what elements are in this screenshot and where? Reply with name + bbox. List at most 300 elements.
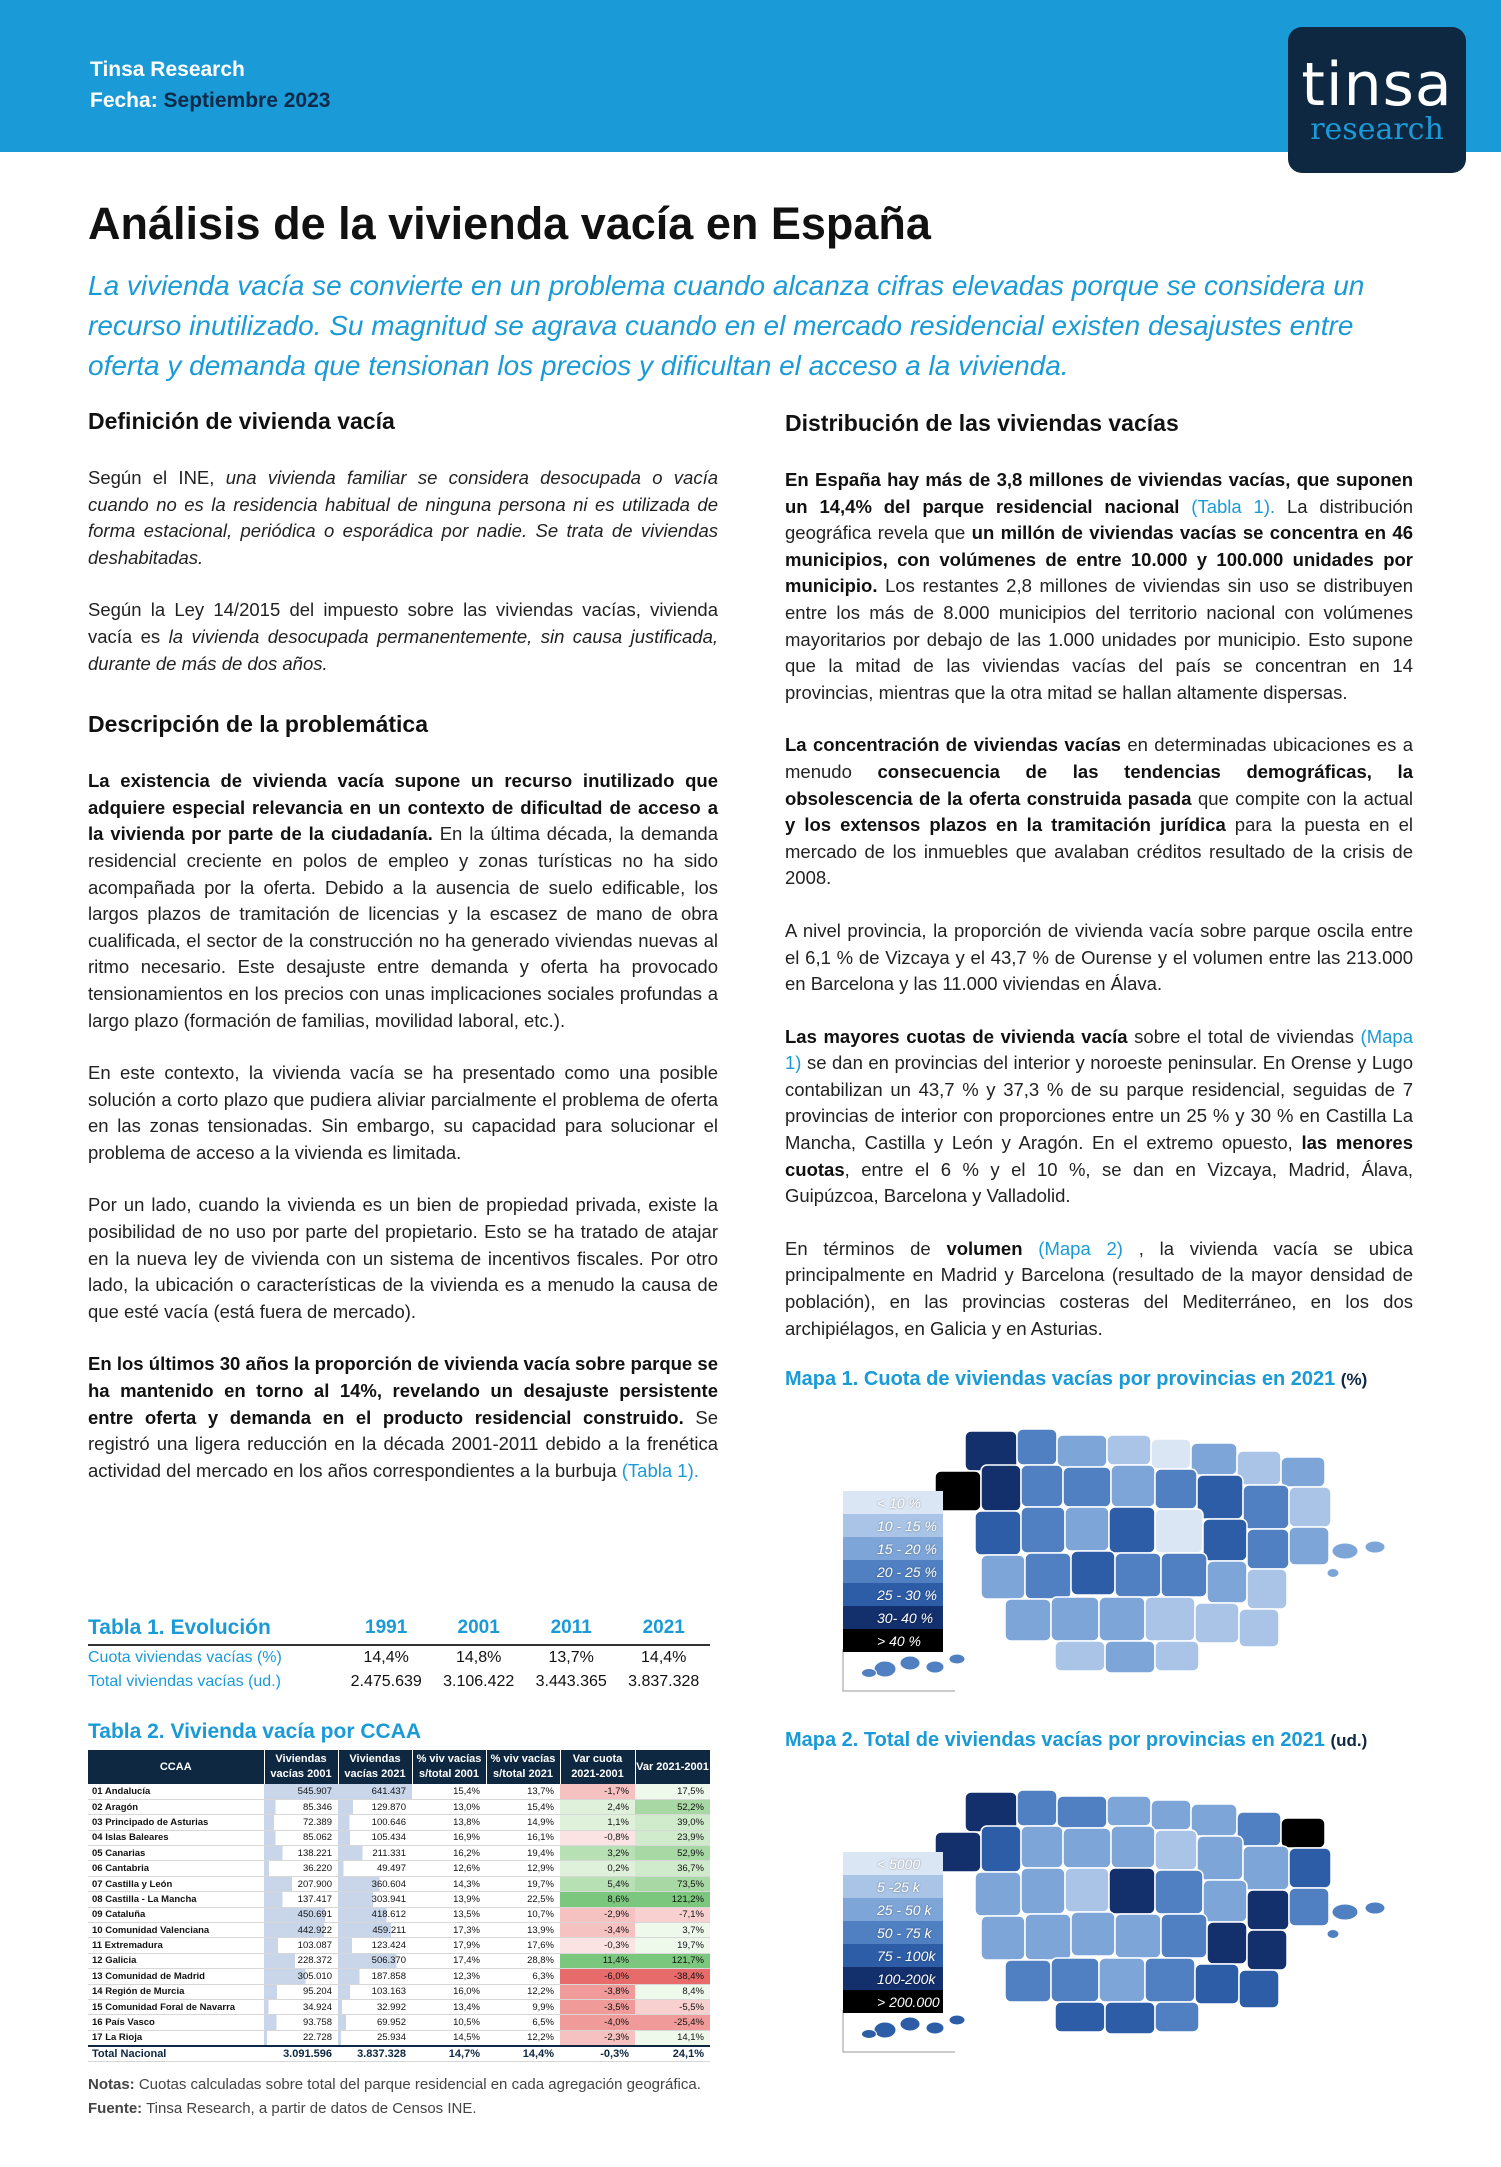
map2-title-text: Mapa 2. Total de viviendas vacías por provincias en 2021	[785, 1729, 1325, 1752]
province-shape	[981, 1555, 1025, 1599]
paragraph-distribucion-2	[785, 732, 1413, 892]
right-column	[785, 410, 1413, 2062]
table-cell: 545.907	[264, 1784, 338, 1799]
province-shape	[1021, 1826, 1063, 1868]
table-cell: 25.934	[338, 2030, 412, 2045]
total-cell: 14,7%	[412, 2046, 486, 2061]
province-shape	[1151, 1800, 1191, 1830]
legend-label: 5 -25 k	[877, 1878, 920, 1895]
ccaa-name: 14 Región de Murcia	[88, 1984, 264, 1999]
province-shape	[1155, 1509, 1203, 1553]
table-cell: 9,9%	[486, 1999, 560, 2014]
cell: 3.443.365	[535, 1673, 607, 1690]
table-cell: 15,4%	[486, 1799, 560, 1814]
province-shape	[1155, 1830, 1197, 1870]
source-text: Tinsa Research, a partir de datos de Censos INE.	[142, 2100, 477, 2117]
heading-problematica: Descripción de la problemática	[88, 711, 429, 738]
table-cell: 52,9%	[635, 1846, 710, 1861]
table1-year: 1991	[340, 1612, 433, 1645]
text-span: La distribución geográfica revela que	[785, 495, 1413, 544]
table-cell: 23,9%	[635, 1830, 710, 1845]
table-cell: 17,9%	[412, 1938, 486, 1953]
notes-line	[88, 2076, 701, 2093]
table-cell: 34.924	[264, 1999, 338, 2014]
ccaa-name: 11 Extremadura	[88, 1938, 264, 1953]
table-cell: 8,4%	[635, 1984, 710, 1999]
text-span: en determinadas ubicaciones es a menudo	[785, 734, 1413, 782]
province-shape	[1207, 1561, 1247, 1603]
table2-header: CCAA	[88, 1750, 264, 1784]
province-shape	[1203, 1880, 1247, 1922]
province-shape	[1195, 1603, 1239, 1643]
table-cell: -3,4%	[560, 1923, 635, 1938]
ccaa-name: 10 Comunidad Valenciana	[88, 1923, 264, 1938]
paragraph-distribucion-4	[785, 1024, 1413, 1210]
province-shape	[1109, 1868, 1155, 1914]
table-cell: 450.691	[264, 1907, 338, 1922]
table-cell: 103.087	[264, 1938, 338, 1953]
table-cell: 13,9%	[486, 1923, 560, 1938]
province-shape	[1207, 1922, 1247, 1964]
province-shape	[1017, 1790, 1057, 1826]
paragraph-ine	[88, 465, 718, 571]
table-row	[88, 1784, 710, 1799]
row-label: Total viviendas vacías (ud.)	[88, 1673, 281, 1690]
province-shape	[1243, 1485, 1289, 1529]
table-cell: 13,4%	[412, 1999, 486, 2014]
table-cell: 93.758	[264, 2015, 338, 2030]
table-row	[88, 1861, 710, 1876]
text-italic: la vivienda desocupada permanentemente, sin causa justificada, durante de más de dos años.	[88, 625, 718, 674]
legend-item	[843, 1967, 943, 1990]
table2-title: Tabla 2. Vivienda vacía por CCAA	[88, 1720, 422, 1743]
table-cell: 3,2%	[560, 1846, 635, 1861]
table-cell: 360.604	[338, 1876, 412, 1891]
table-cell: 10,5%	[412, 2015, 486, 2030]
province-shape	[1099, 1958, 1145, 2002]
legend-label: 50 - 75 k	[877, 1924, 932, 1941]
legend-item	[843, 1875, 943, 1898]
ccaa-name: 01 Andalucía	[88, 1784, 264, 1799]
table-cell: -3,5%	[560, 1999, 635, 2014]
table-cell: 17,4%	[412, 1953, 486, 1968]
total-cell: 3.837.328	[338, 2046, 412, 2061]
table-cell: 207.900	[264, 1876, 338, 1891]
province-shape	[1155, 1870, 1203, 1914]
province-shape	[1289, 1487, 1331, 1527]
province-shape	[1063, 1467, 1111, 1507]
legend-label: 30- 40 %	[877, 1609, 934, 1626]
table-row	[88, 1815, 710, 1830]
table2-header: Var 2021-2001	[635, 1750, 710, 1784]
table-cell: 85.346	[264, 1799, 338, 1814]
table-cell: 16,1%	[486, 1830, 560, 1845]
legend-item	[843, 1852, 943, 1875]
table-cell: 49.497	[338, 1861, 412, 1876]
province-shape	[1109, 1507, 1155, 1553]
table-cell: 6,5%	[486, 2015, 560, 2030]
table-cell: 36,7%	[635, 1861, 710, 1876]
ccaa-name: 06 Cantabria	[88, 1861, 264, 1876]
paragraph-problematica-2: En este contexto, la vivienda vacía se ha presentado como una posible solución a corto plazo que pudiera aliviar parcialmente el problema de oferta en las zonas tensionadas. Sin embargo, su capacidad para solucionar el problema de acceso a la vivienda es limitada.	[88, 1062, 718, 1163]
table-cell: 105.434	[338, 1830, 412, 1845]
text-italic: una vivienda familiar se considera desocupada o vacía cuando no es la residencia habitual de ninguna persona ni es utilizada de forma estacional, periódica o esporádica por nadie. Se trata de viviendas deshabitadas.	[88, 467, 718, 568]
text-span: Se registró una ligera reducción en la década 2001-2011 debido a la frenética actividad del mercado en los años correspondientes a la burbuja	[88, 1406, 718, 1481]
cell: 3.106.422	[443, 1673, 515, 1690]
table-cell: 16,9%	[412, 1830, 486, 1845]
island-shape	[1327, 1569, 1339, 1578]
province-shape	[1155, 1641, 1199, 1671]
header-bar	[0, 0, 1501, 152]
paragraph-distribucion-5	[785, 1236, 1413, 1342]
ccaa-name: 09 Cataluña	[88, 1907, 264, 1922]
ccaa-name: 07 Castilla y León	[88, 1876, 264, 1891]
text-span: , entre el 6 % y el 10 %, se dan en Vizcaya, Madrid, Álava, Guipúzcoa, Barcelona y Valladolid.	[785, 1158, 1413, 1207]
text-bold: las menores cuotas	[785, 1132, 1413, 1180]
island-shape	[1365, 1541, 1385, 1553]
table-cell: 506.370	[338, 1953, 412, 1968]
paragraph-problematica-4	[88, 1351, 718, 1484]
text-span: En términos de	[785, 1237, 947, 1259]
table-cell: 641.437	[338, 1784, 412, 1799]
page-title: Análisis de la vivienda vacía en España	[88, 198, 931, 249]
province-shape	[1055, 1641, 1105, 1671]
table-row	[88, 1938, 710, 1953]
org-name: Tinsa Research	[90, 58, 245, 81]
province-shape	[1099, 1597, 1145, 1641]
table-cell: 211.331	[338, 1846, 412, 1861]
table-cell: 14,1%	[635, 2030, 710, 2045]
table-cell: 16,0%	[412, 1984, 486, 1999]
province-shape	[1289, 1888, 1329, 1926]
province-shape	[1005, 1960, 1051, 2002]
table-cell: 36.220	[264, 1861, 338, 1876]
text-bold: En España hay más de 3,8 millones de viviendas vacías, que suponen un 14,4% del parque residencial nacional	[785, 469, 1413, 517]
table-cell: 16,2%	[412, 1846, 486, 1861]
paragraph-distribucion-1	[785, 467, 1413, 706]
table-cell: 17,5%	[635, 1784, 710, 1799]
legend-label: 10 - 15 %	[877, 1517, 937, 1534]
tinsa-logo	[1288, 27, 1466, 173]
link-mapa-1[interactable]: (Mapa 1)	[785, 1025, 1413, 1074]
map1-title	[785, 1368, 1413, 1391]
table-cell: 10,7%	[486, 1907, 560, 1922]
text-bold: Las mayores cuotas de vivienda vacía	[785, 1025, 1128, 1047]
province-shape	[1191, 1804, 1237, 1836]
province-shape	[1145, 1958, 1195, 2002]
text-bold: La existencia de vivienda vacía supone un recurso inutilizado que adquiere especial relevancia en un contexto de dificultad de acceso a la vivienda por parte de la ciudadanía.	[88, 770, 718, 845]
canary-island-shape	[926, 2022, 944, 2034]
table-cell: 138.221	[264, 1846, 338, 1861]
table-row	[88, 1923, 710, 1938]
total-cell: 3.091.596	[264, 2046, 338, 2061]
table-cell: 14,3%	[412, 1876, 486, 1891]
link-tabla-1[interactable]: (Tabla 1).	[621, 1459, 699, 1481]
province-shape	[1057, 1435, 1107, 1467]
province-shape	[1203, 1519, 1247, 1561]
notes-label: Notas:	[88, 2076, 135, 2093]
legend-item	[843, 1514, 943, 1537]
province-shape	[1191, 1443, 1237, 1475]
table-cell: 85.062	[264, 1830, 338, 1845]
canary-island-shape	[926, 1661, 944, 1673]
table-cell: 2,4%	[560, 1799, 635, 1814]
table-cell: 69.952	[338, 2015, 412, 2030]
table-cell: 121,7%	[635, 1953, 710, 1968]
province-shape	[1281, 1818, 1325, 1848]
text-bold: consecuencia de las tendencias demográficas, la obsolescencia de la oferta construida pasada	[785, 760, 1413, 809]
table-cell: 0,2%	[560, 1861, 635, 1876]
legend-item	[843, 1560, 943, 1583]
province-shape	[1239, 1970, 1279, 2008]
table-cell: 17,3%	[412, 1923, 486, 1938]
table2-header: % viv vacías s/total 2021	[486, 1750, 560, 1784]
text-bold: un millón de viviendas vacías se concentra en 46 municipios, con volúmenes de entre 10.000 y 100.000 unidades por municipio.	[785, 522, 1413, 597]
province-shape	[1107, 1435, 1151, 1465]
cell: 14,8%	[456, 1649, 502, 1666]
table-cell: 22,5%	[486, 1892, 560, 1907]
legend-label: 15 - 20 %	[877, 1540, 937, 1557]
province-shape	[1071, 1551, 1115, 1595]
province-shape	[1017, 1429, 1057, 1465]
date-label: Fecha:	[90, 89, 158, 112]
logo-wordmark: tinsa	[1301, 50, 1453, 120]
table-cell: 3,7%	[635, 1923, 710, 1938]
notes-text: Cuotas calculadas sobre total del parque residencial en cada agregación geográfica.	[134, 2076, 701, 2093]
legend-label: 25 - 30 %	[877, 1586, 937, 1603]
table-row	[88, 1799, 710, 1814]
province-shape	[981, 1826, 1021, 1872]
legend-item	[843, 1537, 943, 1560]
province-shape	[1051, 1958, 1099, 2002]
table-row	[88, 1846, 710, 1861]
legend-label: < 10 %	[877, 1494, 921, 1511]
island-shape	[1327, 1930, 1339, 1939]
ccaa-name: 17 La Rioja	[88, 2030, 264, 2045]
island-shape	[1332, 1904, 1358, 1920]
table-row	[88, 1984, 710, 1999]
province-shape	[975, 1872, 1021, 1916]
total-cell: 14,4%	[486, 2046, 560, 2061]
table-cell: 22.728	[264, 2030, 338, 2045]
table-cell: 129.870	[338, 1799, 412, 1814]
table-cell: 13,8%	[412, 1815, 486, 1830]
province-shape	[1111, 1465, 1155, 1507]
province-shape	[981, 1916, 1025, 1960]
province-shape	[1107, 1796, 1151, 1826]
legend-label: 20 - 25 %	[877, 1563, 937, 1580]
text-bold: La concentración de viviendas vacías	[785, 734, 1121, 756]
cell: 14,4%	[363, 1649, 409, 1666]
province-shape	[981, 1465, 1021, 1511]
canary-island-shape	[949, 2015, 965, 2025]
link-tabla-1[interactable]: (Tabla 1).	[1179, 495, 1276, 517]
province-shape	[1065, 1868, 1109, 1912]
cell: 13,7%	[548, 1649, 594, 1666]
canary-island-shape	[862, 1669, 877, 1678]
table-ccaa	[88, 1750, 710, 2062]
province-shape	[1005, 1599, 1051, 1641]
text-bold: volumen	[946, 1237, 1023, 1259]
table-row	[88, 1670, 710, 1694]
table-cell: -1,7%	[560, 1784, 635, 1799]
text-span: Los restantes 2,8 millones de viviendas sin uso se distribuyen entre los más de 8.000 municipios del territorio nacional con volúmenes mayoritarios por debajo de las 1.000 unidades por municipio. Esto supone que la mitad de las viviendas vacías del país se concentran en 14 provincias, mientras que la otra mitad se hallan altamente dispersas.	[785, 575, 1413, 703]
cell: 14,4%	[641, 1649, 687, 1666]
province-shape	[1105, 1641, 1155, 1673]
table-cell: -3,8%	[560, 1984, 635, 1999]
island-shape	[1332, 1543, 1358, 1559]
map2-unit: (ud.)	[1330, 1731, 1368, 1751]
island-shape	[1365, 1902, 1385, 1914]
province-shape	[1055, 2002, 1105, 2032]
province-shape	[1115, 1914, 1161, 1958]
heading-definicion: Definición de vivienda vacía	[88, 408, 395, 434]
legend-item	[843, 1944, 943, 1967]
legend-label: < 5000	[877, 1855, 921, 1872]
table-cell: 95.204	[264, 1984, 338, 1999]
table-cell: 39,0%	[635, 1815, 710, 1830]
province-shape	[1105, 2002, 1155, 2034]
map1-title-text: Mapa 1. Cuota de viviendas vacías por provincias en 2021	[785, 1368, 1336, 1391]
total-cell: 24,1%	[635, 2046, 710, 2061]
canary-island-shape	[874, 1661, 896, 1677]
table-cell: 12,3%	[412, 1969, 486, 1984]
heading-distribucion: Distribución de las viviendas vacías	[785, 410, 1179, 436]
text-span: sobre el total de viviendas	[1127, 1025, 1361, 1047]
table-cell: 12,9%	[486, 1861, 560, 1876]
table-row	[88, 1907, 710, 1922]
province-shape	[1195, 1964, 1239, 2004]
province-shape	[1155, 1469, 1197, 1509]
legend-item	[843, 1990, 943, 2013]
table-cell: 305.010	[264, 1969, 338, 1984]
legend-item	[843, 1629, 943, 1652]
table-cell: 17,6%	[486, 1938, 560, 1953]
province-shape	[1247, 1529, 1289, 1569]
legend-item	[843, 1898, 943, 1921]
table-row	[88, 1999, 710, 2014]
table-row	[88, 1892, 710, 1907]
table-cell: 187.858	[338, 1969, 412, 1984]
text-span: que compite con la actual	[1191, 787, 1413, 809]
legend-label: 100-200k	[877, 1970, 936, 1987]
table-cell: 15,4%	[412, 1784, 486, 1799]
province-shape	[975, 1511, 1021, 1555]
province-shape	[1247, 1890, 1289, 1930]
report-date	[90, 89, 330, 113]
table-cell: 14,5%	[412, 2030, 486, 2045]
table2-header: Viviendas vacías 2001	[264, 1750, 338, 1784]
legend-label: 75 - 100k	[877, 1947, 936, 1964]
total-cell: -0,3%	[560, 2046, 635, 2061]
table-cell: 123.424	[338, 1938, 412, 1953]
province-shape	[1051, 1597, 1099, 1641]
table-cell: -2,9%	[560, 1907, 635, 1922]
table-row	[88, 1830, 710, 1845]
table-cell: 19,7%	[486, 1876, 560, 1891]
table-cell: 13,5%	[412, 1907, 486, 1922]
province-shape	[1289, 1848, 1331, 1888]
source-line	[88, 2100, 477, 2117]
table-cell: -25,4%	[635, 2015, 710, 2030]
table-cell: 14,9%	[486, 1815, 560, 1830]
province-shape	[1057, 1796, 1107, 1828]
ccaa-name: 13 Comunidad de Madrid	[88, 1969, 264, 1984]
table-row	[88, 2030, 710, 2045]
table-cell: 19,7%	[635, 1938, 710, 1953]
text-span: En la última década, la demanda residencial creciente en polos de empleo y zonas turísticas no ha sido acompañada por la oferta. Debido a la ausencia de suelo edificable, los largos plazos de tramitación de licencias y la escasez de mano de obra cualificada, el sector de la construcción no ha generado viviendas nuevas al ritmo necesario. Este desajuste entre demanda y oferta ha provocado tensionamientos en los precios con unas implicaciones sociales profundas a largo plazo (formación de familias, movilidad laboral, etc.).	[88, 823, 719, 1031]
legend-item	[843, 1921, 943, 1944]
ccaa-name: 02 Aragón	[88, 1799, 264, 1814]
table-cell: 418.612	[338, 1907, 412, 1922]
paragraph-ley	[88, 597, 718, 677]
left-column	[88, 408, 718, 1510]
table-cell: 12,2%	[486, 1984, 560, 1999]
logo-subtitle: research	[1310, 112, 1444, 147]
table-cell: 1,1%	[560, 1815, 635, 1830]
table-row	[88, 1953, 710, 1968]
table-cell: 12,2%	[486, 2030, 560, 2045]
table-row	[88, 1645, 710, 1670]
canary-island-shape	[900, 1656, 920, 1670]
ccaa-name: 05 Canarias	[88, 1846, 264, 1861]
table-cell: -4,0%	[560, 2015, 635, 2030]
table-row	[88, 1876, 710, 1891]
link-mapa-2[interactable]: (Mapa 2)	[1022, 1237, 1139, 1259]
text-bold: y los extensos plazos en la tramitación jurídica	[785, 814, 1226, 836]
province-shape	[1161, 1553, 1207, 1597]
table1-year: 2021	[617, 1612, 710, 1645]
province-shape	[1197, 1475, 1243, 1519]
table-cell: 137.417	[264, 1892, 338, 1907]
legend-label: 25 - 50 k	[877, 1901, 932, 1918]
province-shape	[1161, 1914, 1207, 1958]
cell: 2.475.639	[350, 1673, 422, 1690]
text-span: , la vivienda vacía se ubica principalmente en Madrid y Barcelona (resultado de la mayor densidad de población), en las provincias costeras del Mediterráneo, en los dos archipiélagos, en Galicia y en Asturias.	[785, 1237, 1413, 1339]
table-cell: 8,6%	[560, 1892, 635, 1907]
table-row	[88, 2015, 710, 2030]
table-total-row	[88, 2046, 710, 2061]
table-cell: 303.941	[338, 1892, 412, 1907]
table-cell: 72.389	[264, 1815, 338, 1830]
table-row	[88, 1969, 710, 1984]
canary-island-shape	[862, 2030, 877, 2039]
province-shape	[1115, 1553, 1161, 1597]
province-shape	[1281, 1457, 1325, 1487]
lead-paragraph: La vivienda vacía se convierte en un problema cuando alcanza cifras elevadas porque se considera un recurso inutilizado. Su magnitud se agrava cuando en el mercado residencial existen desajustes entre oferta y demanda que tensionan los precios y dificultan el acceso a la vivienda.	[88, 270, 1365, 381]
province-shape	[1247, 1930, 1287, 1970]
table-cell: -0,3%	[560, 1938, 635, 1953]
table-cell: -2,3%	[560, 2030, 635, 2045]
province-shape	[1155, 2002, 1199, 2032]
table-cell: -38,4%	[635, 1969, 710, 1984]
table2-header: Var cuota 2021-2001	[560, 1750, 635, 1784]
province-shape	[1151, 1439, 1191, 1469]
table1-year: 2001	[432, 1612, 525, 1645]
text-span: para la puesta en el mercado de los inmuebles que avalaban créditos resultado de la crisis de 2008.	[785, 814, 1413, 889]
paragraph-problematica-3: Por un lado, cuando la vivienda es un bien de propiedad privada, existe la posibilidad de no uso por parte del propietario. Esto se ha tratado de atajar en la nueva ley de vivienda con un sistema de incentivos fiscales. Por otro lado, la ubicación o características de la vivienda es a menudo la causa de que esté vacía (está fuera de mercado).	[88, 1194, 718, 1322]
canary-island-shape	[874, 2022, 896, 2038]
source-label: Fuente:	[88, 2100, 143, 2117]
date-value: Septiembre 2023	[163, 89, 331, 112]
ccaa-name: 16 País Vasco	[88, 2015, 264, 2030]
map1-legend	[843, 1491, 943, 1652]
province-shape	[1021, 1465, 1063, 1507]
ccaa-name: 08 Castilla - La Mancha	[88, 1892, 264, 1907]
province-shape	[1247, 1569, 1287, 1609]
table-cell: 52,2%	[635, 1799, 710, 1814]
paragraph-problematica-1	[88, 768, 718, 1034]
